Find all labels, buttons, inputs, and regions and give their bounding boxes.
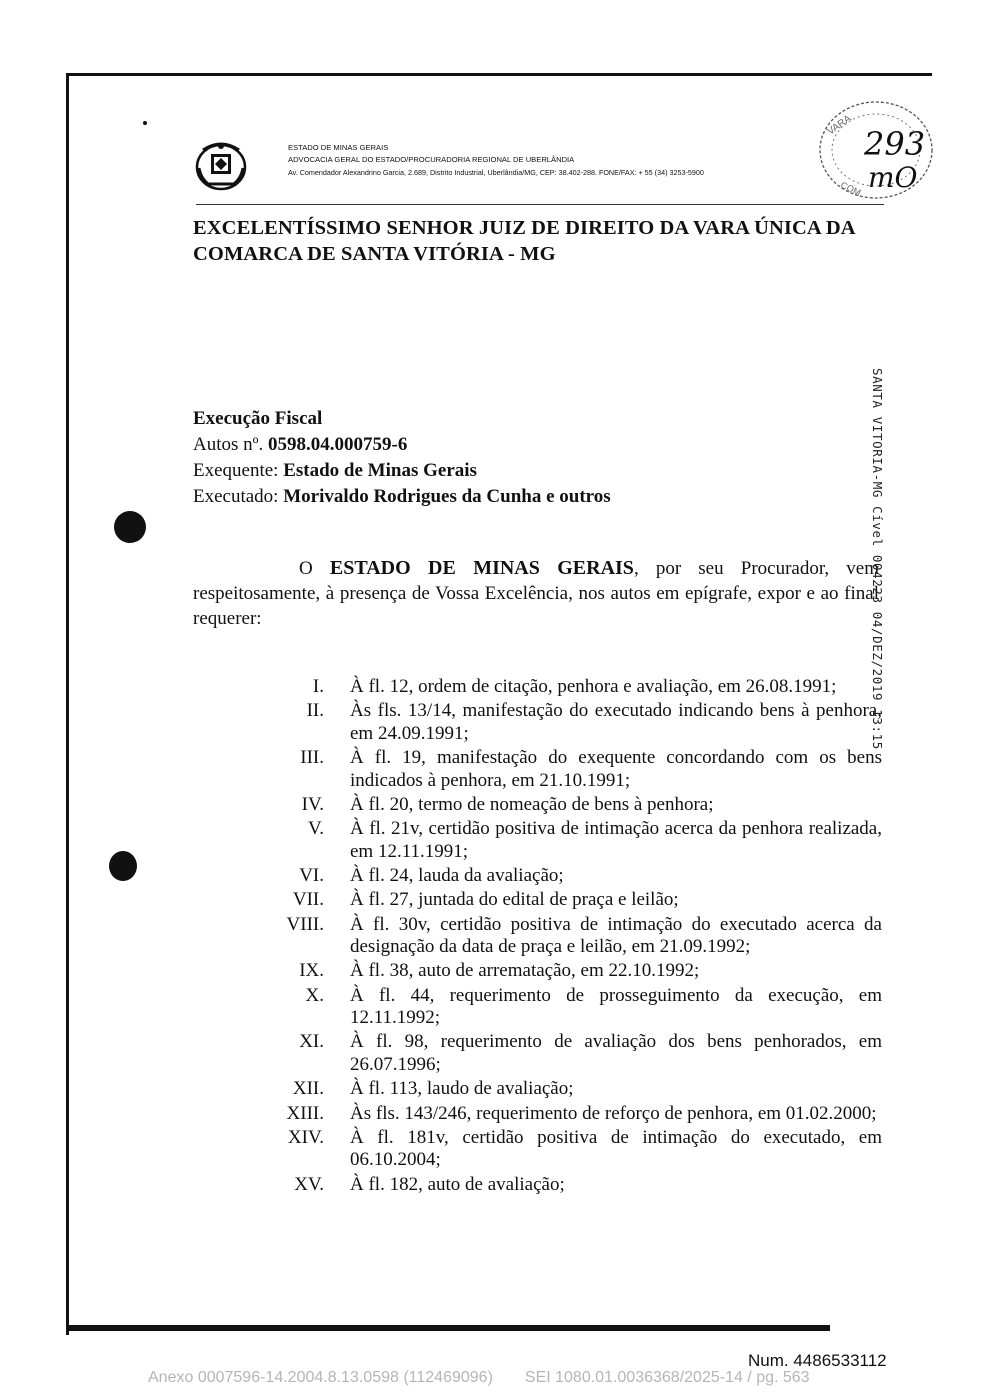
list-item-text: À fl. 20, termo de nomeação de bens à penhora; (350, 793, 714, 815)
list-item (262, 865, 882, 888)
list-item-text: À fl. 182, auto de avaliação; (350, 1173, 565, 1195)
list-item-number: VII. (292, 889, 324, 911)
header-divider (196, 204, 884, 205)
list-item (262, 985, 882, 1030)
court-stamp-icon (810, 95, 942, 205)
list-item-number: IX. (299, 960, 324, 982)
list-item (262, 747, 882, 792)
list-item-number: III. (300, 747, 324, 769)
svg-text:VARA: VARA (825, 113, 854, 138)
list-item-number: V. (307, 818, 324, 840)
intro-rest: , por seu Procurador, vem respeitosamente, à presença de Vossa Excelência, nos autos em epígrafe, expor e ao final requerer: (193, 558, 879, 629)
exequente-value: Estado de Minas Gerais (283, 460, 477, 481)
list-item (262, 676, 882, 699)
list-item-number: IV. (301, 793, 324, 815)
list-item (262, 1031, 882, 1076)
list-item-number: XV. (294, 1173, 324, 1195)
autos-value: 0598.04.000759-6 (268, 434, 408, 455)
footer-sei: SEI 1080.01.0036368/2025-14 / pg. 563 (524, 1369, 810, 1386)
footer-anexo: Anexo 0007596-14.2004.8.13.0598 (112469096) (148, 1369, 493, 1386)
executado-label: Executado: (193, 486, 279, 507)
scan-speck (143, 121, 147, 125)
intro-entity: ESTADO DE MINAS GERAIS (329, 557, 634, 579)
items-list (262, 676, 882, 1198)
svg-text:293: 293 (864, 125, 926, 163)
page-border-left (66, 73, 69, 1335)
addressee-heading: EXCELENTÍSSIMO SENHOR JUIZ DE DIREITO DA VARA ÚNICA DA COMARCA DE SANTA VITÓRIA - MG (193, 217, 855, 265)
case-type: Execução Fiscal (193, 408, 323, 429)
page-border-bottom (66, 1325, 830, 1331)
exequente-label: Exequente: (193, 460, 279, 481)
list-item-text: À fl. 181v, certidão positiva de intimação do executado, em 06.10.2004; (350, 1126, 882, 1171)
case-block (193, 406, 611, 510)
list-item (262, 1078, 882, 1101)
list-item (262, 914, 882, 959)
letterhead-state: ESTADO DE MINAS GERAIS (288, 143, 389, 152)
list-item-text: À fl. 98, requerimento de avaliação dos bens penhorados, em 26.07.1996; (350, 1031, 882, 1075)
list-item-number: II. (306, 700, 324, 722)
svg-text:mO: mO (868, 161, 918, 194)
executado-value: Morivaldo Rodrigues da Cunha e outros (283, 486, 611, 507)
list-item-text: À fl. 21v, certidão positiva de intimação acerca da penhora realizada, em 12.11.1991; (350, 818, 882, 862)
coat-of-arms-icon (193, 136, 249, 192)
punch-hole-mark (109, 851, 137, 881)
list-item-number: XII. (292, 1078, 324, 1100)
list-item-text: À fl. 30v, certidão positiva de intimação do executado acerca da designação da data de praça e leilão, em 21.09.1992; (350, 913, 882, 958)
list-item-number: XIII. (286, 1102, 324, 1124)
list-item-text: À fl. 44, requerimento de prosseguimento da execução, em 12.11.1992; (350, 984, 882, 1029)
list-item-number: I. (312, 676, 324, 697)
footer-meta (148, 1369, 928, 1387)
list-item-text: À fl. 19, manifestação do exequente concordando com os bens indicados à penhora, em 21.10.1991; (350, 747, 882, 791)
letterhead-agency: ADVOCACIA GERAL DO ESTADO/PROCURADORIA REGIONAL DE UBERLÂNDIA (288, 155, 575, 164)
list-item-text: À fl. 24, lauda da avaliação; (350, 864, 564, 886)
list-item-text: Às fls. 13/14, manifestação do executado indicando bens à penhora, em 24.09.1991; (350, 700, 882, 744)
list-item (262, 1127, 882, 1172)
punch-hole-mark (114, 511, 146, 543)
list-item-number: XIV. (287, 1126, 324, 1148)
list-item (262, 818, 882, 863)
list-item-text: À fl. 27, juntada do edital de praça e leilão; (350, 889, 679, 911)
svg-text:COM.: COM. (839, 179, 865, 199)
list-item-number: VI. (299, 864, 324, 886)
list-item (262, 1103, 882, 1126)
list-item (262, 1174, 882, 1197)
letterhead-address: Av. Comendador Alexandrino Garcia, 2.689, Distrito Industrial, Uberlândia/MG, CEP: 38.402-288. FONE/FAX: + 55 (34) 3253-5900 (288, 168, 704, 177)
list-item (262, 960, 882, 983)
list-item-text: À fl. 113, laudo de avaliação; (350, 1078, 574, 1100)
list-item-text: À fl. 12, ordem de citação, penhora e avaliação, em 26.08.1991; (350, 676, 837, 697)
page-border-top (66, 73, 932, 76)
intro-paragraph (193, 556, 879, 631)
letterhead (288, 141, 704, 179)
list-item-text: À fl. 38, auto de arrematação, em 22.10.1992; (350, 960, 700, 982)
list-item-text: Às fls. 143/246, requerimento de reforço de penhora, em 01.02.2000; (350, 1102, 877, 1124)
intro-prefix: O (299, 558, 313, 579)
list-item (262, 889, 882, 912)
list-item-number: VIII. (286, 913, 324, 935)
list-item (262, 794, 882, 817)
protocol-stamp-text: SANTA VITORIA-MG Cível 004223 04/DEZ/2019 13:15 (870, 368, 885, 750)
list-item-number: X. (305, 984, 324, 1006)
list-item-number: XI. (299, 1031, 324, 1053)
document-number: Num. 4486533112 (748, 1351, 887, 1370)
autos-label: Autos nº. (193, 434, 264, 455)
protocol-side-stamp (866, 368, 886, 748)
list-item (262, 700, 882, 745)
